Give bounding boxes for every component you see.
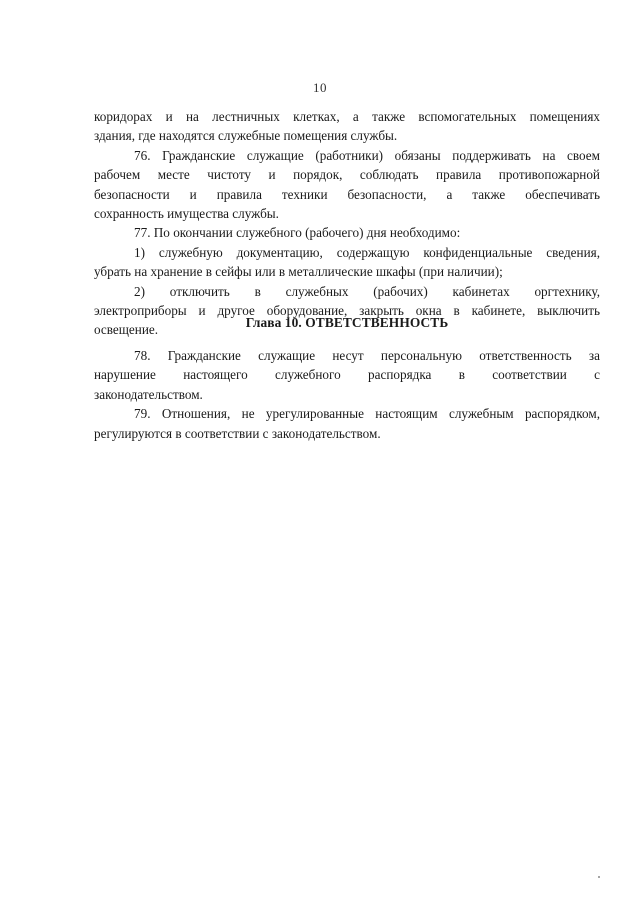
text-line: 78. Гражданские служащие несут персональную ответственность за (134, 348, 600, 363)
text-line: законодательством. (94, 386, 203, 402)
text-line: нарушение настоящего служебного распорядка в соответствии с (94, 367, 600, 383)
text-line: 1) служебную документацию, содержащую конфиденциальные сведения, (134, 244, 600, 260)
chapter-heading: Глава 10. ОТВЕТСТВЕННОСТЬ (245, 315, 449, 330)
text-line: рабочем месте чистоту и порядок, соблюдать правила противопожарной (94, 167, 600, 183)
text-line: электроприборы и другое оборудование, закрыть окна в кабинете, выключить (94, 303, 600, 319)
text-line: 76. Гражданские служащие (работники) обязаны поддерживать на своем (134, 147, 600, 163)
text-line: безопасности и правила техники безопасности, а также обеспечивать (94, 186, 600, 202)
text-line: коридорах и на лестничных клетках, а также вспомогательных помещениях (94, 109, 600, 124)
paragraph-76 (94, 146, 600, 224)
body-text-lower (94, 346, 600, 443)
text-line: убрать на хранение в сейфы или в металлические шкафы (при наличии); (94, 264, 503, 280)
page-number: 10 (313, 80, 327, 95)
text-line: регулируются в соответствии с законодательством. (94, 425, 381, 441)
paragraph-continuation (94, 107, 600, 146)
scan-speck (598, 876, 600, 878)
text-line: 77. По окончании служебного (рабочего) дня необходимо: (134, 225, 461, 241)
text-line: здания, где находятся служебные помещения службы. (94, 128, 398, 144)
body-text-upper (94, 107, 600, 340)
text-line: освещение. (94, 322, 159, 338)
paragraph-77-item-1 (94, 243, 600, 282)
paragraph-77-item-2 (94, 282, 600, 340)
paragraph-78 (94, 346, 600, 404)
text-line: 79. Отношения, не урегулированные настоящим служебным распорядком, (134, 406, 600, 422)
paragraph-79 (94, 404, 600, 443)
paragraph-77 (94, 223, 600, 242)
text-line: сохранность имущества службы. (94, 206, 279, 222)
text-line: 2) отключить в служебных (рабочих) кабинетах оргтехнику, (134, 283, 600, 299)
